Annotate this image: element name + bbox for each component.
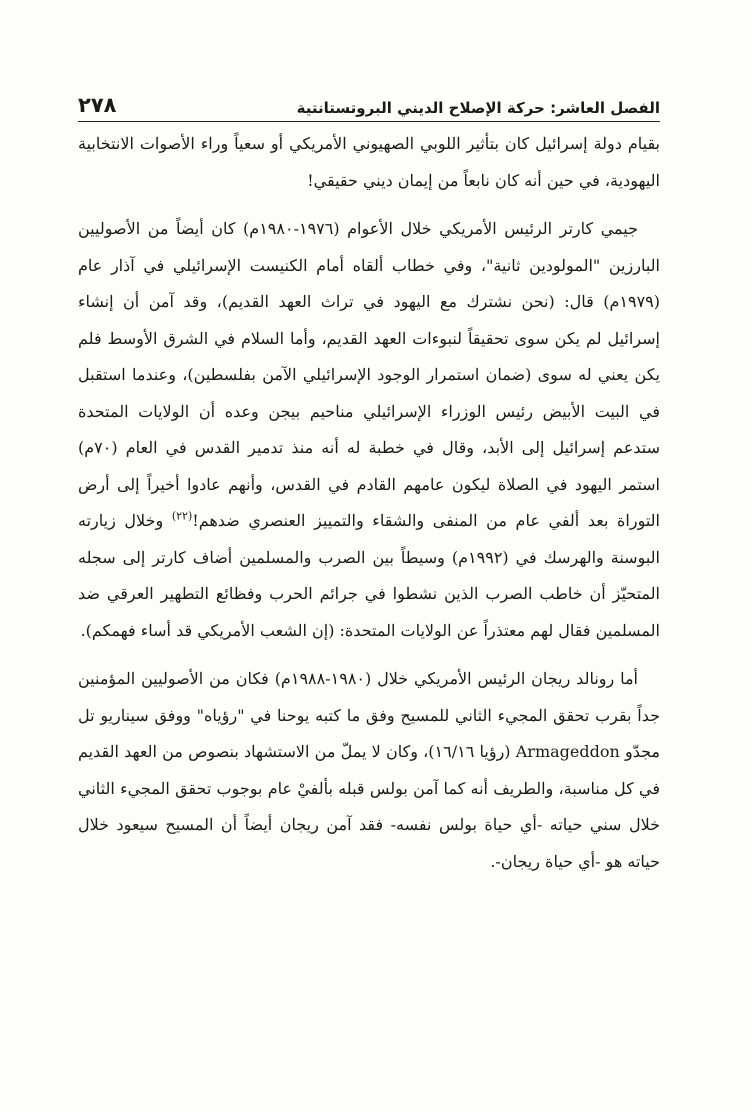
page-header <box>78 82 660 122</box>
body-text <box>78 126 660 880</box>
page-number: ٢٧٨ <box>78 93 117 117</box>
paragraph-1: بقيام دولة إسرائيل كان بتأثير اللوبي الصهيوني الأمريكي أو سعياً وراء الأصوات الانتخابية اليهودية، في حين أنه كان نابعاً من إيمان ديني حقيقي! <box>78 134 660 190</box>
chapter-title: الفصل العاشر: حركة الإصلاح الديني البروتستانتية <box>296 99 660 117</box>
paragraph-2-part-2: وخلال زيارته البوسنة والهرسك في (١٩٩٢م) وسيطاً بين الصرب والمسلمين أضاف كارتر إلى سجله المتحيّز أن خاطب الصرب الذين نشطوا في جرائم الحرب وفظائع التطهير العرقي ضد المسلمين فقال لهم معتذراً عن الولايات المتحدة: (إن الشعب الأمريكي قد أساء فهمكم). <box>78 511 660 640</box>
paragraph-2 <box>78 211 660 649</box>
paragraph-2-part-1: جيمي كارتر الرئيس الأمريكي خلال الأعوام (١٩٧٦-١٩٨٠م) كان أيضاً من الأصوليين البارزين "المولودين ثانية"، وفي خطاب ألقاه أمام الكنيست الإسرائيلي في آذار عام (١٩٧٩م) قال: (نحن نشترك مع اليهود في تراث العهد القديم)، وقد آمن أن إنشاء إسرائيل لم يكن سوى تحقيقاً لنبوءات العهد القديم، وأما السلام في الشرق الأوسط فلم يكن يعني له سوى (ضمان استمرار الوجود الإسرائيلي الآمن بفلسطين)، وعندما استقبل في البيت الأبيض رئيس الوزراء الإسرائيلي مناحيم بيجن وعده أن الولايات المتحدة ستدعم إسرائيل إلى الأبد، وقال في خطبة له أنه منذ تدمير القدس في العام (٧٠م) استمر اليهود في الصلاة ليكون عامهم القادم في القدس، وأنهم عادوا أخيراً إلى أرض التوراة بعد ألفي عام من المنفى والشقاء والتمييز العنصري ضدهم! <box>78 219 661 530</box>
paragraph-3: أما رونالد ريجان الرئيس الأمريكي خلال (١٩٨٠-١٩٨٨م) فكان من الأصوليين المؤمنين جداً بقرب تحقق المجيء الثاني للمسيح وفق ما كتبه يوحنا في "رؤياه" ووفق سيناريو تل مجدّو Armageddon (رؤيا ١٦/١٦)، وكان لا يملّ من الاستشهاد بنصوص من العهد القديم في كل مناسبة، والطريف أنه كما آمن بولس قبله بألفيْ عام بوجوب تحقق المجيء الثاني خلال سني حياته -أي حياة بولس نفسه- فقد آمن ريجان أيضاً أن المسيح سيعود خلال حياته هو -أي حياة ريجان-. <box>78 669 661 871</box>
footnote-reference[interactable]: (٢٢) <box>171 509 193 523</box>
